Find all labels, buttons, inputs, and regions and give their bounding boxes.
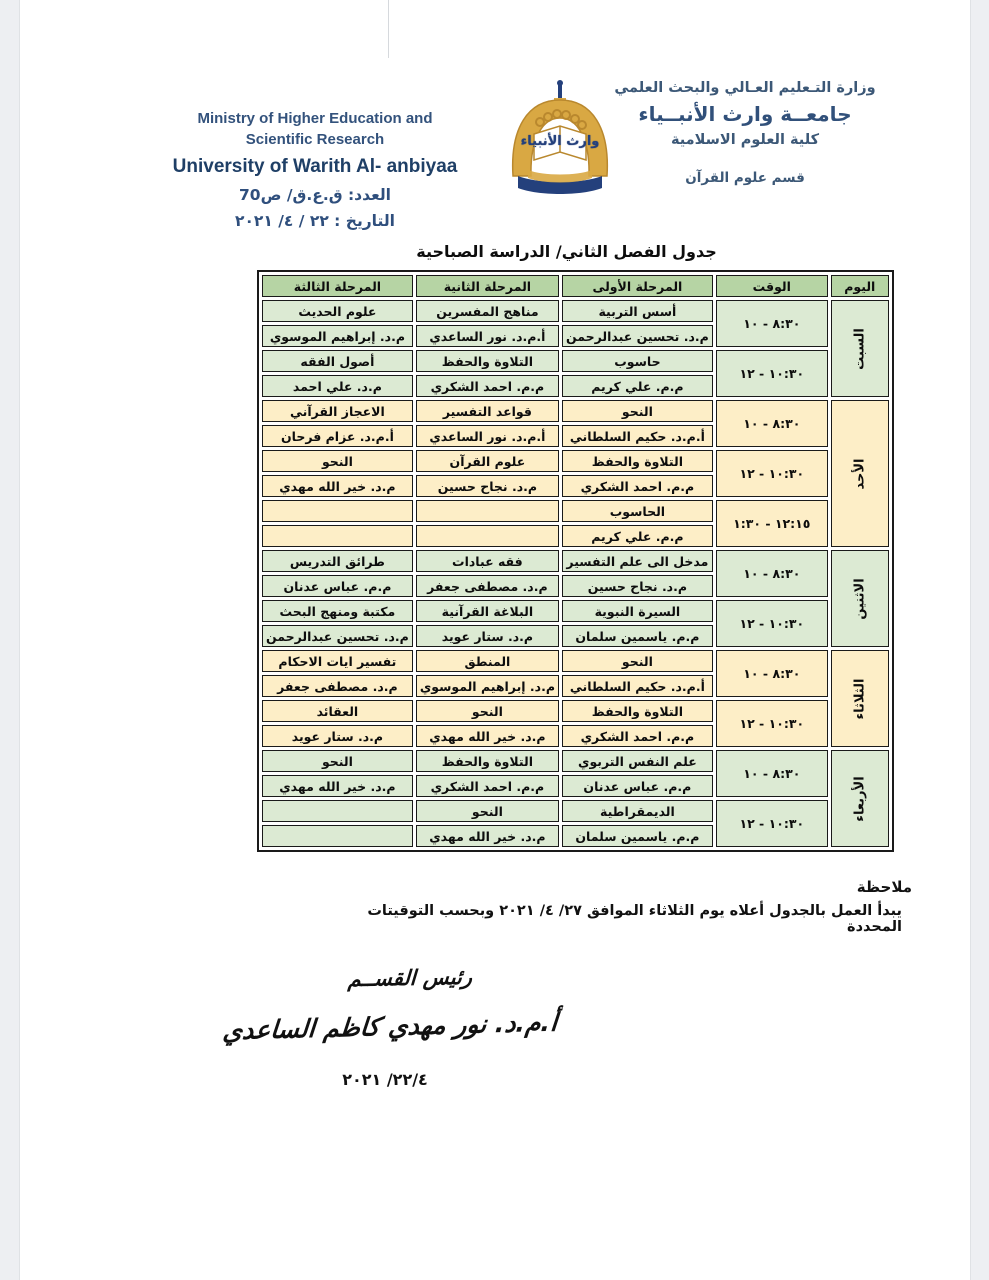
day-cell-2: الاثنين xyxy=(831,550,889,647)
time-cell: ١٠:٣٠ - ١٢ xyxy=(716,350,828,397)
subject-cell: علم النفس التربوي xyxy=(562,750,713,772)
table-row xyxy=(262,600,889,622)
teacher-cell: م.د. مصطفى جعفر xyxy=(262,675,413,697)
subject-cell: مكتبة ومنهج البحث xyxy=(262,600,413,622)
teacher-cell: م.م. احمد الشكري xyxy=(562,475,713,497)
table-row xyxy=(262,400,889,422)
teacher-cell: م.د. علي احمد xyxy=(262,375,413,397)
subject-cell: النحو xyxy=(262,750,413,772)
subject-cell: أسس التربية xyxy=(562,300,713,322)
subject-cell: تفسير ايات الاحكام xyxy=(262,650,413,672)
ministry-name-ar: وزارة التـعليم العـالي والبحث العلمي xyxy=(614,80,876,96)
subject-cell: النحو xyxy=(416,800,559,822)
column-header-time: الوقت xyxy=(716,275,828,297)
time-cell: ١٠:٣٠ - ١٢ xyxy=(716,800,828,847)
time-cell: ١٠:٣٠ - ١٢ xyxy=(716,450,828,497)
teacher-cell: أ.م.د. نور الساعدي xyxy=(416,425,559,447)
university-logo xyxy=(498,78,622,200)
logo-calligraphy: وارث الأنبياء xyxy=(520,134,600,149)
subject-cell xyxy=(262,500,413,522)
teacher-cell: م.م. احمد الشكري xyxy=(416,375,559,397)
teacher-cell: م.د. ستار عويد xyxy=(262,725,413,747)
table-row xyxy=(262,650,889,672)
subject-cell: حاسوب xyxy=(562,350,713,372)
day-cell-3: الثلاثاء xyxy=(831,650,889,747)
teacher-cell: م.م. علي كريم xyxy=(562,525,713,547)
university-name-en: University of Warith Al- anbiyaa xyxy=(172,156,458,177)
table-row xyxy=(262,750,889,772)
ministry-name-en-line2: Scientific Research xyxy=(245,131,385,148)
subject-cell: الحاسوب xyxy=(562,500,713,522)
table-row xyxy=(262,550,889,572)
subject-cell: التلاوة والحفظ xyxy=(562,450,713,472)
teacher-cell: م.د. تحسين عبدالرحمن xyxy=(262,625,413,647)
time-cell: ١٢:١٥ - ١:٣٠ xyxy=(716,500,828,547)
note-heading: ملاحظة xyxy=(856,878,912,896)
time-cell: ١٠:٣٠ - ١٢ xyxy=(716,700,828,747)
time-cell: ٨:٣٠ - ١٠ xyxy=(716,550,828,597)
column-header-stage3: المرحلة الثالثة xyxy=(262,275,413,297)
document-date: التاريخ : ٢٢ / ٤/ ٢٠٢١ xyxy=(235,212,395,230)
teacher-cell: أ.م.د. حكيم السلطاني xyxy=(562,425,713,447)
time-cell: ١٠:٣٠ - ١٢ xyxy=(716,600,828,647)
column-header-stage2: المرحلة الثانية xyxy=(416,275,559,297)
schedule-table xyxy=(257,270,894,852)
teacher-cell: أ.م.د. عزام فرحان xyxy=(262,425,413,447)
subject-cell: مدخل الى علم التفسير xyxy=(562,550,713,572)
subject-cell: مناهج المفسرين xyxy=(416,300,559,322)
teacher-cell: أ.م.د. نور الساعدي xyxy=(416,325,559,347)
teacher-cell: م.د. تحسين عبدالرحمن xyxy=(562,325,713,347)
day-cell-0: السبت xyxy=(831,300,889,397)
ministry-name-en-line1: Ministry of Higher Education and xyxy=(197,110,433,127)
teacher-cell: م.م. ياسمين سلمان xyxy=(562,625,713,647)
table-row xyxy=(262,700,889,722)
day-cell-1: الأحد xyxy=(831,400,889,547)
subject-cell: الاعجاز القرآني xyxy=(262,400,413,422)
teacher-cell: م.م. عباس عدنان xyxy=(262,575,413,597)
logo-minaret xyxy=(558,84,562,100)
subject-cell: أصول الفقه xyxy=(262,350,413,372)
time-cell: ٨:٣٠ - ١٠ xyxy=(716,300,828,347)
time-cell: ٨:٣٠ - ١٠ xyxy=(716,750,828,797)
subject-cell: النحو xyxy=(416,700,559,722)
document-page xyxy=(20,0,970,1280)
teacher-cell: م.م. ياسمين سلمان xyxy=(562,825,713,847)
subject-cell: قواعد التفسير xyxy=(416,400,559,422)
letterhead-english xyxy=(150,108,480,230)
teacher-cell: م.م. احمد الشكري xyxy=(562,725,713,747)
teacher-cell: م.م. علي كريم xyxy=(562,375,713,397)
subject-cell: التلاوة والحفظ xyxy=(416,750,559,772)
schedule-table-body xyxy=(262,275,889,847)
table-header-row xyxy=(262,275,889,297)
teacher-cell: م.م. عباس عدنان xyxy=(562,775,713,797)
department-name-ar: قسم علوم القرآن xyxy=(685,170,805,186)
table-row xyxy=(262,450,889,472)
college-name-ar: كلية العلوم الاسلامية xyxy=(670,132,820,148)
teacher-cell: م.د. ستار عويد xyxy=(416,625,559,647)
table-row xyxy=(262,800,889,822)
subject-cell: النحو xyxy=(262,450,413,472)
subject-cell: طرائق التدريس xyxy=(262,550,413,572)
subject-cell: التلاوة والحفظ xyxy=(416,350,559,372)
subject-cell xyxy=(416,500,559,522)
signature-date: ٢٢/٤/ ٢٠٢١ xyxy=(342,1070,428,1089)
teacher-cell: م.د. مصطفى جعفر xyxy=(416,575,559,597)
letterhead-arabic xyxy=(595,80,895,186)
day-cell-4: الأربعاء xyxy=(831,750,889,847)
subject-cell: البلاغة القرآنية xyxy=(416,600,559,622)
teacher-cell xyxy=(416,525,559,547)
subject-cell: النحو xyxy=(562,650,713,672)
subject-cell: التلاوة والحفظ xyxy=(562,700,713,722)
table-row xyxy=(262,300,889,322)
subject-cell: النحو xyxy=(562,400,713,422)
column-header-day: اليوم xyxy=(831,275,889,297)
teacher-cell xyxy=(262,525,413,547)
signature-title: رئيس القســم xyxy=(347,964,473,992)
time-cell: ٨:٣٠ - ١٠ xyxy=(716,650,828,697)
teacher-cell: م.د. إبراهيم الموسوي xyxy=(262,325,413,347)
subject-cell: المنطق xyxy=(416,650,559,672)
teacher-cell: م.د. نجاح حسين xyxy=(562,575,713,597)
document-number: العدد: ق.ع.ق/ ص70 xyxy=(239,186,391,204)
schedule-title: جدول الفصل الثاني/ الدراسة الصباحية xyxy=(416,242,717,261)
subject-cell: علوم الحديث xyxy=(262,300,413,322)
subject-cell: علوم القرآن xyxy=(416,450,559,472)
note-body: يبدأ العمل بالجدول أعلاه يوم الثلاثاء الموافق ٢٧/ ٤/ ٢٠٢١ وبحسب التوقيتات المحددة xyxy=(367,903,902,935)
teacher-cell xyxy=(262,825,413,847)
teacher-cell: م.د. خير الله مهدي xyxy=(416,825,559,847)
subject-cell: السيرة النبوية xyxy=(562,600,713,622)
teacher-cell: م.د. خير الله مهدي xyxy=(262,775,413,797)
column-header-stage1: المرحلة الأولى xyxy=(562,275,713,297)
teacher-cell: م.د. خير الله مهدي xyxy=(262,475,413,497)
teacher-cell: م.م. احمد الشكري xyxy=(416,775,559,797)
subject-cell: فقه عبادات xyxy=(416,550,559,572)
table-row xyxy=(262,500,889,522)
table-row xyxy=(262,350,889,372)
university-name-ar: جامعــة وارث الأنبــياء xyxy=(638,102,852,126)
subject-cell: الديمقراطية xyxy=(562,800,713,822)
time-cell: ٨:٣٠ - ١٠ xyxy=(716,400,828,447)
subject-cell xyxy=(262,800,413,822)
signature-name: أ.م.د. نور مهدي كاظم الساعدي xyxy=(221,1007,559,1046)
teacher-cell: م.د. إبراهيم الموسوي xyxy=(416,675,559,697)
scan-crease xyxy=(388,0,389,58)
teacher-cell: أ.م.د. حكيم السلطاني xyxy=(562,675,713,697)
teacher-cell: م.د. خير الله مهدي xyxy=(416,725,559,747)
teacher-cell: م.د. نجاح حسين xyxy=(416,475,559,497)
subject-cell: العقائد xyxy=(262,700,413,722)
